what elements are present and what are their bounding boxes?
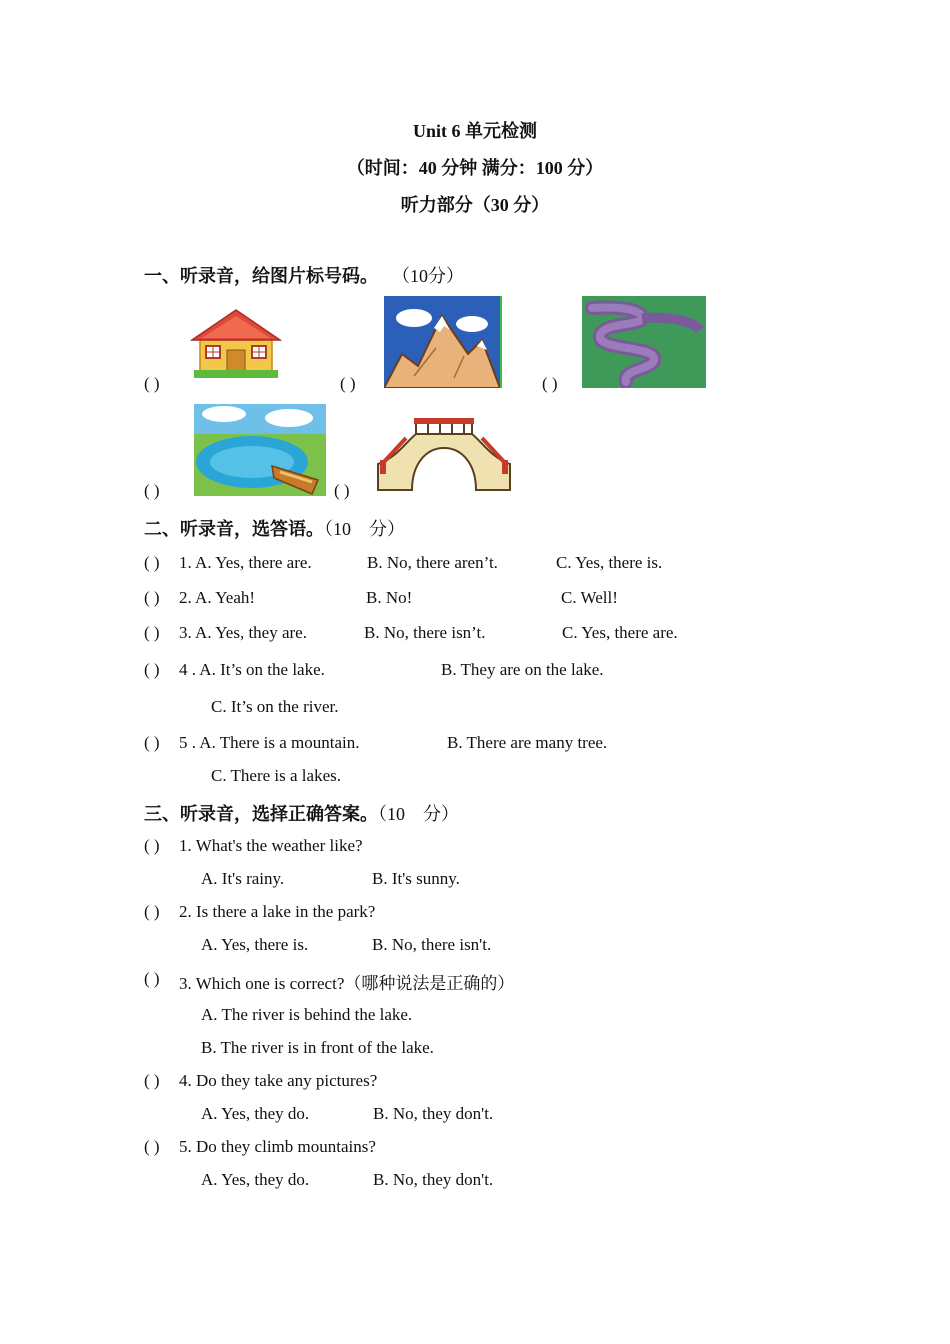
answer-paren[interactable]: ( ) <box>144 553 160 572</box>
option-a: A. Yes, there is. <box>201 935 309 954</box>
page-title: Unit 6 单元检测 <box>412 121 537 141</box>
section1-points: （10分） <box>392 266 464 286</box>
option-b: B. They are on the lake. <box>441 660 604 679</box>
option-b: B. No, there isn't. <box>372 935 492 954</box>
question-stem: 1. A. Yes, there are. <box>179 553 312 572</box>
part-title: 听力部分（30 分） <box>400 195 550 215</box>
question-text: 5. Do they climb mountains? <box>179 1137 376 1156</box>
answer-paren[interactable]: ( ) <box>144 588 160 607</box>
option-c: C. There is a lakes. <box>211 766 341 785</box>
option-b: B. It's sunny. <box>372 869 460 888</box>
question-text: 1. What's the weather like? <box>179 836 363 855</box>
answer-paren[interactable]: ( ) <box>144 1071 160 1090</box>
answer-blank[interactable]: ( ) <box>334 481 350 500</box>
option-b: B. No, there aren’t. <box>367 553 498 572</box>
answer-blank[interactable]: ( ) <box>340 374 356 393</box>
question-stem: 5 . A. There is a mountain. <box>179 733 360 752</box>
question-text: 2. Is there a lake in the park? <box>179 902 376 921</box>
question-stem: 2. A. Yeah! <box>179 588 256 607</box>
question-stem: 3. A. Yes, they are. <box>179 623 307 642</box>
section3-heading <box>144 800 459 826</box>
question-text: 4. Do they take any pictures? <box>179 1071 378 1090</box>
question-stem: 4 . A. It’s on the lake. <box>179 660 325 679</box>
answer-paren[interactable]: ( ) <box>144 1137 160 1156</box>
option-a: A. The river is behind the lake. <box>201 1005 413 1024</box>
section1-title: 一、听录音，给图片标号码。 <box>144 266 378 286</box>
option-a: A. It's rainy. <box>201 869 285 888</box>
answer-paren[interactable]: ( ) <box>144 836 160 855</box>
option-c: C. Yes, there are. <box>562 623 678 642</box>
river-icon <box>582 296 706 388</box>
question-text: 3. Which one is correct?（哪种说法是正确的） <box>179 974 515 993</box>
answer-paren[interactable]: ( ) <box>144 660 160 679</box>
answer-paren[interactable]: ( ) <box>144 623 160 642</box>
option-b: B. No, they don't. <box>373 1170 494 1189</box>
answer-blank[interactable]: ( ) <box>144 481 160 500</box>
section2-title: 二、听录音，选答语。 <box>144 519 324 539</box>
exam-info: （时间：40 分钟 满分：100 分） <box>346 158 604 178</box>
bridge-icon <box>376 408 512 492</box>
lake-boat-icon <box>194 404 326 496</box>
option-a: A. Yes, they do. <box>201 1104 310 1123</box>
answer-paren[interactable]: ( ) <box>144 733 160 752</box>
section3-title: 三、听录音，选择正确答案。 <box>144 804 378 824</box>
section1-heading <box>144 262 464 288</box>
option-b: B. No, there isn’t. <box>364 623 486 642</box>
answer-paren[interactable]: ( ) <box>144 969 160 988</box>
answer-blank[interactable]: ( ) <box>542 374 558 393</box>
option-b: B. No, they don't. <box>373 1104 494 1123</box>
house-icon <box>190 306 282 378</box>
answer-blank[interactable]: ( ) <box>144 374 160 393</box>
answer-paren[interactable]: ( ) <box>144 902 160 921</box>
section3-points: （10 分） <box>378 804 459 824</box>
option-c: C. It’s on the river. <box>211 697 339 716</box>
mountain-icon <box>384 296 504 388</box>
section2-points: （10 分） <box>324 519 405 539</box>
section2-heading <box>144 515 405 541</box>
option-c: C. Well! <box>561 588 618 607</box>
option-c: C. Yes, there is. <box>556 553 663 572</box>
option-b: B. The river is in front of the lake. <box>201 1038 434 1057</box>
option-a: A. Yes, they do. <box>201 1170 310 1189</box>
option-b: B. No! <box>366 588 413 607</box>
option-b: B. There are many tree. <box>447 733 608 752</box>
